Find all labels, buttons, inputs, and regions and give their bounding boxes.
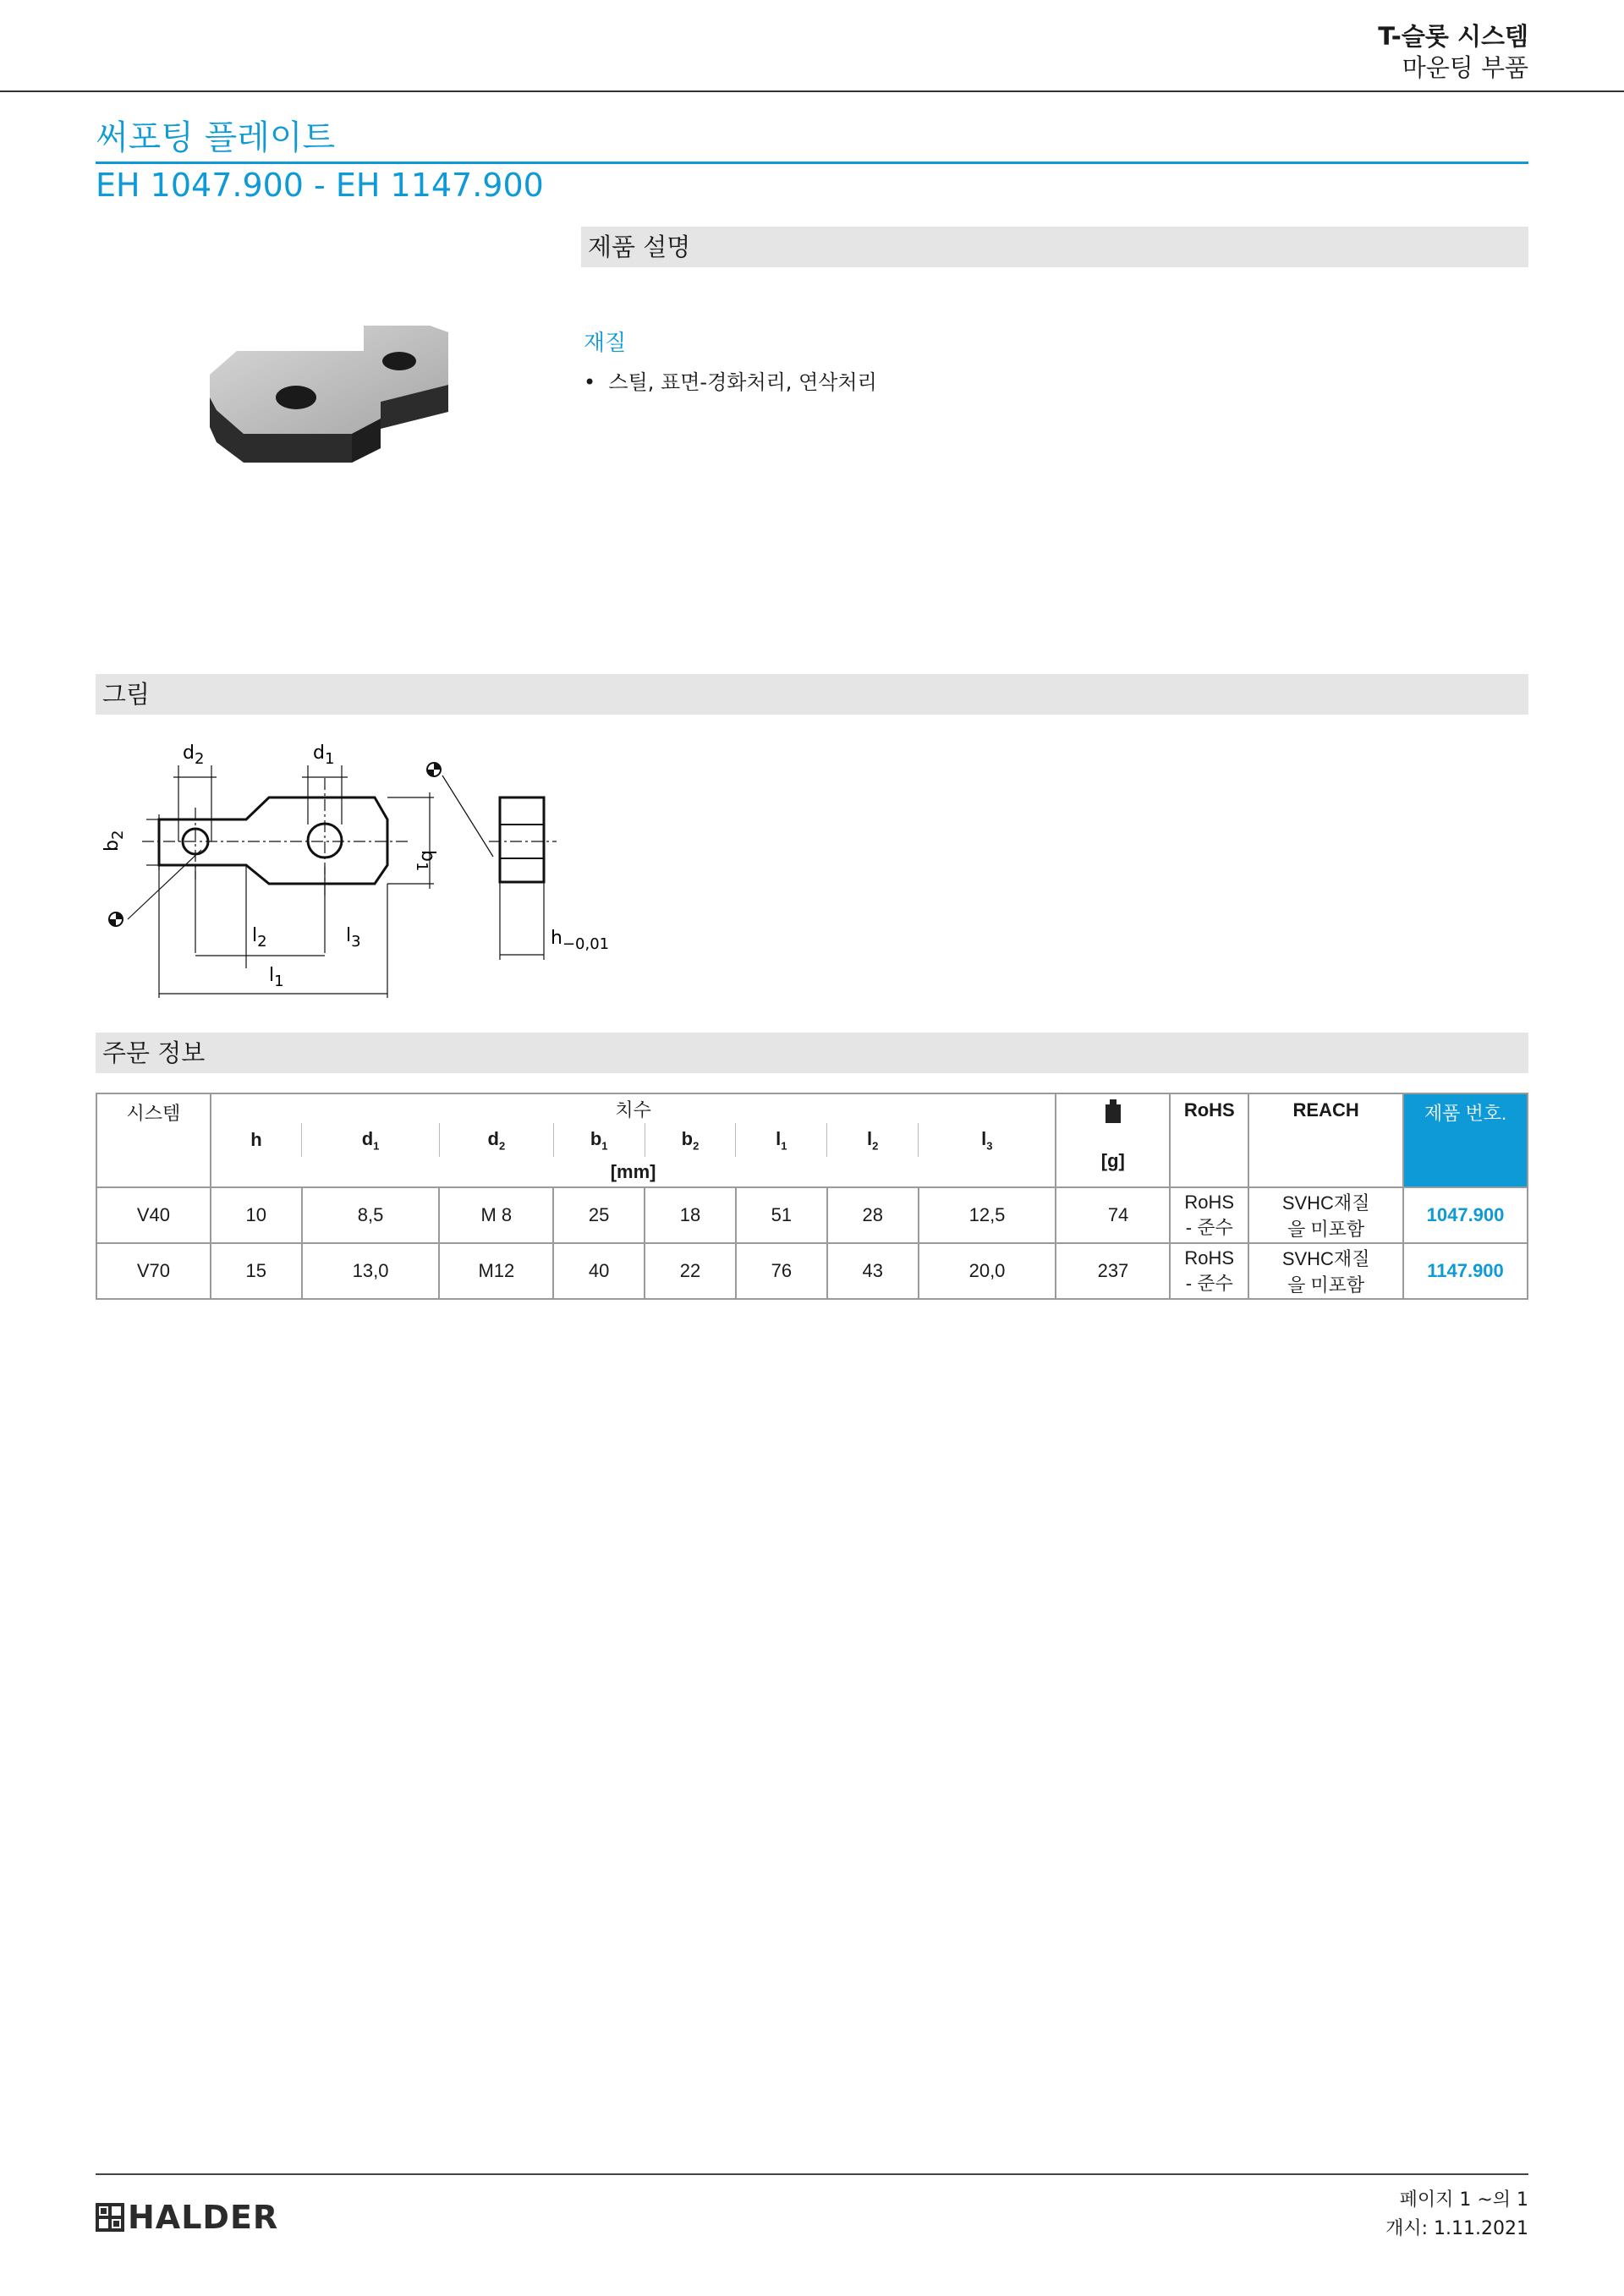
sub-col-d2: $d_2$: [439, 1123, 553, 1157]
cell-d1: 8,5: [302, 1187, 440, 1243]
cell-l2: 43: [827, 1243, 919, 1299]
technical-drawing: [96, 732, 620, 1006]
col-header-weight: [1056, 1093, 1170, 1187]
dim-b1-label: $b_1$: [413, 850, 438, 872]
figure-section-bar: [96, 674, 1528, 715]
product-title: 써포팅 플레이트: [96, 118, 336, 157]
product-image: [203, 317, 465, 507]
cell-h: 10: [211, 1187, 302, 1243]
sub-col-b2: $b_2$: [645, 1123, 736, 1157]
sub-col-h: h: [211, 1123, 302, 1157]
table-row: [96, 1243, 1528, 1299]
sub-col-l3: $l_3$: [981, 1127, 993, 1153]
table-row: [96, 1187, 1528, 1243]
bullet-icon: •: [584, 370, 609, 394]
material-item: [584, 365, 877, 395]
dim-d1-label: $d_1$: [313, 743, 335, 768]
footer-meta: [1385, 2186, 1528, 2244]
page-number: 페이지 1 ~의 1: [1399, 2189, 1528, 2211]
sub-col-l1: $l_1$: [736, 1123, 827, 1157]
cell-reach: SVHC재질 을 미포함: [1248, 1187, 1403, 1243]
cell-l1: 51: [736, 1187, 827, 1243]
cell-b2: 18: [645, 1187, 736, 1243]
sub-col-l2: $l_2$: [827, 1123, 919, 1157]
description-section-title: 제품 설명: [588, 233, 691, 261]
dim-l1-label: $l_1$: [269, 965, 284, 990]
sub-col-d1: $d_1$: [302, 1123, 440, 1157]
cell-rohs: RoHS - 준수: [1170, 1243, 1248, 1299]
header-divider: [0, 90, 1624, 92]
cell-d2: M12: [439, 1243, 553, 1299]
cell-l3: 12,5: [919, 1187, 1056, 1243]
order-table: [96, 1093, 1528, 1300]
cell-d1: 13,0: [302, 1243, 440, 1299]
col-header-system: 시스템: [96, 1093, 211, 1187]
cell-l2: 28: [827, 1187, 919, 1243]
cell-l3: 20,0: [919, 1243, 1056, 1299]
cell-system: V40: [96, 1187, 211, 1243]
cell-b1: 40: [553, 1243, 645, 1299]
header-block: [1378, 20, 1528, 83]
dim-l3-label: $l_3$: [346, 925, 361, 951]
cell-h: 15: [211, 1243, 302, 1299]
material-item-text: 스틸, 표면-경화처리, 연삭처리: [608, 370, 877, 394]
product-code-range: EH 1047.900 - EH 1147.900: [96, 167, 544, 204]
cell-rohs: RoHS - 준수: [1170, 1187, 1248, 1243]
cell-b1: 25: [553, 1187, 645, 1243]
col-header-reach: REACH: [1248, 1093, 1403, 1187]
col-header-part-number: 제품 번호.: [1403, 1093, 1528, 1187]
header-subcategory: 마운팅 부품: [1402, 53, 1528, 82]
col-header-dims: 치수: [211, 1093, 1056, 1123]
cell-weight: 74: [1056, 1187, 1170, 1243]
brand-logo: [96, 2199, 278, 2236]
sub-col-b1: $b_1$: [553, 1123, 645, 1157]
header-category: T-슬롯 시스템: [1378, 22, 1528, 51]
order-section-title: 주문 정보: [102, 1038, 206, 1067]
cell-b2: 22: [645, 1243, 736, 1299]
logo-mark-icon: [96, 2203, 124, 2232]
cell-part-number[interactable]: 1147.900: [1403, 1243, 1528, 1299]
footer-divider: [96, 2173, 1528, 2175]
unit-mm: [mm]: [211, 1157, 1056, 1187]
description-section-bar: [581, 227, 1528, 267]
figure-section-title: 그림: [102, 680, 151, 709]
dim-d2-label: $d_2$: [183, 743, 205, 768]
dim-l2-label: $l_2$: [252, 925, 267, 951]
unit-g: [g]: [1100, 1150, 1125, 1171]
dim-h-label: $h_{-0,01}$: [551, 928, 610, 953]
order-section-bar: [96, 1033, 1528, 1073]
cell-part-number[interactable]: 1047.900: [1403, 1187, 1528, 1243]
weight-icon: [1106, 1099, 1121, 1123]
cell-weight: 237: [1056, 1243, 1170, 1299]
dim-b2-label: $b_2$: [102, 830, 127, 852]
material-label: 재질: [584, 331, 627, 356]
brand-name: HALDER: [128, 2199, 279, 2236]
cell-d2: M 8: [439, 1187, 553, 1243]
cell-reach: SVHC재질 을 미포함: [1248, 1243, 1403, 1299]
cell-system: V70: [96, 1243, 211, 1299]
col-header-rohs: RoHS: [1170, 1093, 1248, 1187]
issue-date: 개시: 1.11.2021: [1385, 2218, 1528, 2239]
cell-l1: 76: [736, 1243, 827, 1299]
